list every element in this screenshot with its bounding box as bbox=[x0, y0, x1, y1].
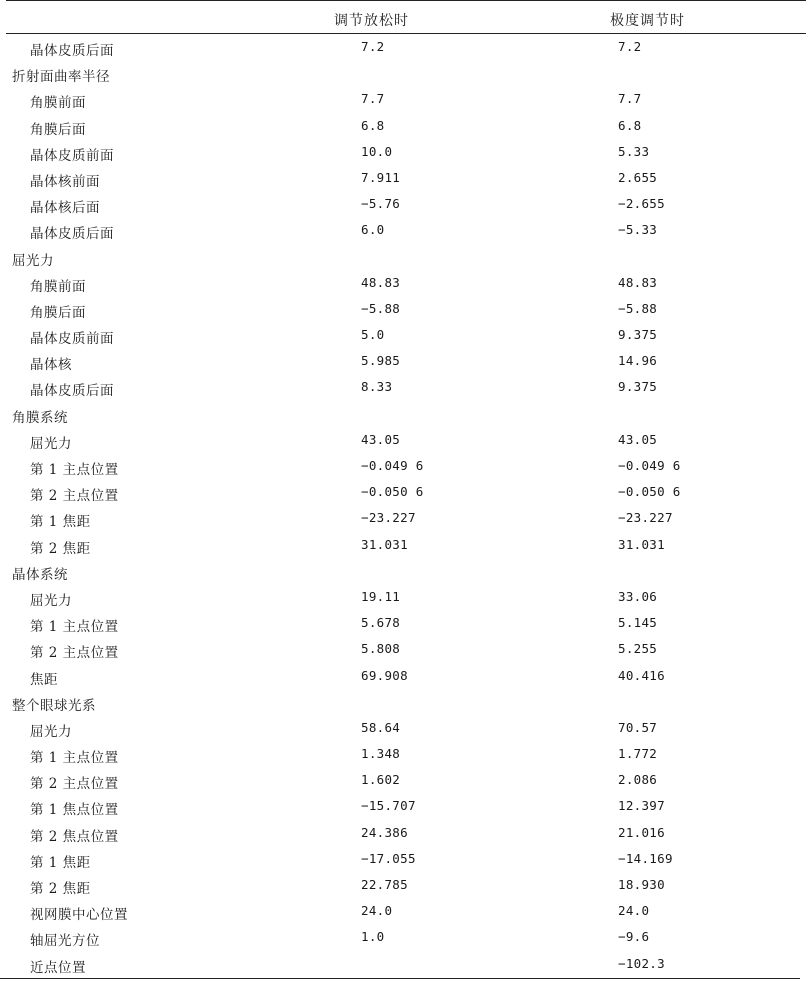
column-header-relaxed: 调节放松时 bbox=[334, 13, 409, 29]
value-relaxed: 7.911 bbox=[361, 169, 401, 185]
value-accommodated: 43.05 bbox=[618, 431, 658, 447]
row-label: 晶体皮质前面 bbox=[30, 331, 114, 348]
table-row bbox=[6, 296, 806, 322]
value-relaxed: −15.707 bbox=[361, 798, 416, 814]
table-row bbox=[6, 636, 806, 662]
value-accommodated: 7.2 bbox=[618, 39, 642, 54]
row-label: 屈光力 bbox=[30, 592, 72, 609]
row-label: 晶体皮质后面 bbox=[30, 226, 114, 243]
table-row bbox=[6, 872, 806, 898]
value-relaxed: −23.227 bbox=[361, 510, 416, 526]
value-relaxed: 1.348 bbox=[361, 746, 401, 762]
value-relaxed: 22.785 bbox=[361, 877, 408, 892]
table-row bbox=[6, 505, 806, 531]
value-accommodated: 6.8 bbox=[618, 117, 642, 133]
value-relaxed: −5.76 bbox=[361, 196, 401, 212]
value-accommodated: 31.031 bbox=[618, 536, 665, 552]
row-label: 晶体核后面 bbox=[30, 200, 100, 217]
value-accommodated: −23.227 bbox=[618, 510, 673, 526]
table-header bbox=[6, 0, 806, 34]
row-label: 角膜后面 bbox=[30, 304, 86, 321]
value-accommodated: 18.930 bbox=[618, 877, 665, 892]
table-row bbox=[6, 374, 806, 400]
table-row bbox=[6, 924, 806, 950]
value-relaxed: −5.88 bbox=[361, 300, 401, 316]
table-row bbox=[6, 191, 806, 217]
value-relaxed: 1.0 bbox=[361, 929, 385, 945]
table-row bbox=[6, 793, 806, 819]
table-row bbox=[6, 951, 806, 977]
table-row bbox=[6, 846, 806, 872]
value-relaxed: 24.0 bbox=[361, 903, 393, 919]
table-row bbox=[6, 715, 806, 741]
value-accommodated: 5.255 bbox=[618, 641, 658, 657]
value-relaxed: 5.985 bbox=[361, 353, 401, 369]
row-label: 第 2 主点位置 bbox=[30, 776, 119, 793]
value-relaxed: 1.602 bbox=[361, 772, 401, 788]
row-label: 第 1 焦距 bbox=[30, 514, 91, 531]
row-label: 近点位置 bbox=[30, 959, 86, 976]
table-row bbox=[6, 532, 806, 558]
table-row bbox=[6, 113, 806, 139]
value-relaxed: 31.031 bbox=[361, 536, 408, 552]
table-row bbox=[6, 741, 806, 767]
row-label: 第 2 主点位置 bbox=[30, 645, 119, 662]
value-accommodated: 70.57 bbox=[618, 719, 658, 735]
section-row bbox=[6, 401, 806, 427]
row-label: 视网膜中心位置 bbox=[30, 907, 128, 924]
table-row bbox=[6, 427, 806, 453]
row-label: 第 2 主点位置 bbox=[30, 488, 119, 505]
column-header-accommodated: 极度调节时 bbox=[610, 13, 685, 29]
value-relaxed: 24.386 bbox=[361, 824, 408, 840]
row-label: 第 1 主点位置 bbox=[30, 462, 119, 478]
value-relaxed: 19.11 bbox=[361, 588, 401, 604]
row-label: 角膜前面 bbox=[30, 278, 86, 295]
value-relaxed: 5.0 bbox=[361, 327, 385, 343]
row-label: 晶体皮质后面 bbox=[30, 383, 114, 400]
table-bottom-rule bbox=[0, 978, 800, 979]
value-relaxed: 69.908 bbox=[361, 667, 408, 683]
table-row bbox=[6, 663, 806, 689]
table-row bbox=[6, 610, 806, 636]
row-label: 第 1 焦距 bbox=[30, 854, 91, 871]
section-label: 角膜系统 bbox=[12, 409, 68, 426]
section-label: 晶体系统 bbox=[12, 566, 68, 583]
value-accommodated: −5.88 bbox=[618, 300, 658, 316]
row-label: 屈光力 bbox=[30, 723, 72, 740]
table-row bbox=[6, 898, 806, 924]
row-label: 角膜前面 bbox=[30, 95, 86, 112]
value-relaxed: 5.808 bbox=[361, 641, 401, 657]
row-label: 轴屈光方位 bbox=[30, 933, 100, 950]
value-relaxed: 48.83 bbox=[361, 274, 401, 290]
section-row bbox=[6, 60, 806, 86]
value-relaxed: −17.055 bbox=[361, 850, 416, 866]
value-accommodated: 24.0 bbox=[618, 903, 650, 919]
row-label: 第 1 主点位置 bbox=[30, 750, 119, 767]
row-label: 晶体皮质后面 bbox=[30, 43, 114, 59]
value-accommodated: −9.6 bbox=[618, 929, 650, 945]
table-row bbox=[6, 34, 806, 60]
value-accommodated: −2.655 bbox=[618, 196, 665, 212]
table-row bbox=[6, 767, 806, 793]
row-label: 第 1 主点位置 bbox=[30, 619, 119, 636]
value-relaxed: 7.2 bbox=[361, 39, 385, 54]
section-row bbox=[6, 558, 806, 584]
row-label: 晶体皮质前面 bbox=[30, 147, 114, 164]
value-relaxed: 43.05 bbox=[361, 431, 401, 447]
value-accommodated: −0.050 6 bbox=[618, 484, 681, 500]
table-row bbox=[6, 217, 806, 243]
value-accommodated: 40.416 bbox=[618, 667, 665, 683]
value-relaxed: 6.8 bbox=[361, 117, 385, 133]
table-body bbox=[6, 34, 806, 977]
value-accommodated: 2.655 bbox=[618, 169, 658, 185]
row-label: 第 2 焦距 bbox=[30, 540, 91, 557]
table-row bbox=[6, 453, 806, 479]
row-label: 角膜后面 bbox=[30, 121, 86, 138]
section-label: 折射面曲率半径 bbox=[12, 69, 110, 86]
table-row bbox=[6, 86, 806, 112]
value-accommodated: 2.086 bbox=[618, 772, 658, 788]
value-accommodated: 9.375 bbox=[618, 327, 658, 343]
value-relaxed: 10.0 bbox=[361, 143, 393, 159]
section-label: 屈光力 bbox=[12, 252, 54, 269]
row-label: 第 1 焦点位置 bbox=[30, 802, 119, 819]
row-label: 焦距 bbox=[30, 671, 58, 688]
value-accommodated: 21.016 bbox=[618, 824, 665, 840]
value-accommodated: −14.169 bbox=[618, 850, 673, 866]
value-accommodated: 9.375 bbox=[618, 379, 658, 395]
table-row bbox=[6, 584, 806, 610]
row-label: 晶体核前面 bbox=[30, 173, 100, 190]
value-relaxed: 7.7 bbox=[361, 91, 385, 107]
value-relaxed: 5.678 bbox=[361, 615, 401, 631]
table-row bbox=[6, 820, 806, 846]
value-relaxed: 58.64 bbox=[361, 719, 401, 735]
table-row bbox=[6, 479, 806, 505]
row-label: 第 2 焦点位置 bbox=[30, 828, 119, 845]
value-accommodated: 5.33 bbox=[618, 143, 650, 159]
value-accommodated: 12.397 bbox=[618, 798, 665, 814]
value-relaxed: −0.049 6 bbox=[361, 458, 424, 473]
row-label: 屈光力 bbox=[30, 435, 72, 452]
value-relaxed: 6.0 bbox=[361, 222, 385, 238]
section-row bbox=[6, 689, 806, 715]
value-accommodated: 5.145 bbox=[618, 615, 658, 631]
table-row bbox=[6, 165, 806, 191]
row-label: 第 2 焦距 bbox=[30, 881, 91, 897]
value-accommodated: −102.3 bbox=[618, 955, 665, 971]
value-accommodated: −5.33 bbox=[618, 222, 658, 238]
value-accommodated: 33.06 bbox=[618, 588, 658, 604]
table-row bbox=[6, 348, 806, 374]
table-row bbox=[6, 139, 806, 165]
value-accommodated: 1.772 bbox=[618, 746, 658, 762]
value-accommodated: −0.049 6 bbox=[618, 458, 681, 473]
value-accommodated: 7.7 bbox=[618, 91, 642, 107]
section-label: 整个眼球光系 bbox=[12, 697, 96, 714]
table-row bbox=[6, 270, 806, 296]
optics-table bbox=[6, 0, 806, 977]
value-relaxed: −0.050 6 bbox=[361, 484, 424, 500]
value-relaxed: 8.33 bbox=[361, 379, 393, 395]
value-accommodated: 14.96 bbox=[618, 353, 658, 369]
value-accommodated: 48.83 bbox=[618, 274, 658, 290]
row-label: 晶体核 bbox=[30, 357, 72, 374]
section-row bbox=[6, 244, 806, 270]
table-row bbox=[6, 322, 806, 348]
